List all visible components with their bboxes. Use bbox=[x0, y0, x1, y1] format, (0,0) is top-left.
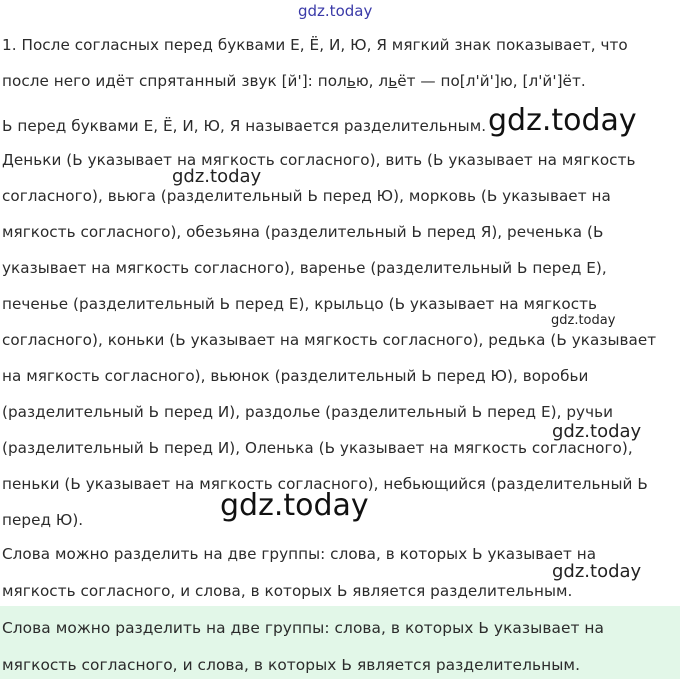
paragraph-2-line: на мягкость согласного), вьюнок (разделительный Ь перед Ю), воробьи bbox=[2, 367, 589, 385]
paragraph-1-line-2 bbox=[2, 72, 586, 90]
paragraph-1-line-3: Ь перед буквами Е, Ё, И, Ю, Я называется разделительным. bbox=[2, 117, 487, 135]
paragraph-3-line: мягкость согласного, и слова, в которых Ь является разделительным. bbox=[2, 582, 573, 600]
paragraph-2-line: Деньки (Ь указывает на мягкость согласного), вить (Ь указывает на мягкость bbox=[2, 151, 636, 169]
watermark-logo: gdz.today bbox=[552, 421, 642, 442]
watermark-logo: gdz.today bbox=[488, 103, 637, 138]
paragraph-2-line: (разделительный Ь перед И), раздолье (разделительный Ь перед Е), ручьи bbox=[2, 403, 614, 421]
paragraph-3-line: Слова можно разделить на две группы: слова, в которых Ь указывает на bbox=[2, 545, 597, 563]
paragraph-2-line: (разделительный Ь перед И), Оленька (Ь указывает на мягкость согласного), bbox=[2, 439, 633, 457]
watermark-logo: gdz.today bbox=[172, 166, 262, 187]
paragraph-2-line: согласного), вьюга (разделительный Ь перед Ю), морковь (Ь указывает на bbox=[2, 187, 611, 205]
text-segment: после него идёт спрятанный звук [й']: пол bbox=[2, 72, 347, 90]
underlined-soft-sign: ь bbox=[346, 72, 356, 90]
watermark-logo: gdz.today bbox=[552, 561, 642, 582]
answer-highlight-box bbox=[0, 606, 680, 679]
text-segment: ю, л bbox=[355, 72, 389, 90]
watermark-logo-top: gdz.today bbox=[298, 2, 373, 20]
paragraph-2-line: указывает на мягкость согласного), варенье (разделительный Ь перед Е), bbox=[2, 259, 607, 277]
underlined-soft-sign: ь bbox=[388, 72, 398, 90]
watermark-logo: gdz.today bbox=[220, 488, 369, 523]
paragraph-2-line: мягкость согласного), обезьяна (разделительный Ь перед Я), реченька (Ь bbox=[2, 223, 604, 241]
paragraph-2-line: пеньки (Ь указывает на мягкость согласного), небьющийся (разделительный Ь bbox=[2, 475, 648, 493]
paragraph-2-line: перед Ю). bbox=[2, 511, 84, 529]
watermark-logo: gdz.today bbox=[551, 313, 616, 328]
paragraph-2-line: печенье (разделительный Ь перед Е), крыльцо (Ь указывает на мягкость bbox=[2, 295, 598, 313]
paragraph-1-line-1: 1. После согласных перед буквами Е, Ё, И, Ю, Я мягкий знак показывает, что bbox=[2, 36, 628, 54]
paragraph-2-line: согласного), коньки (Ь указывает на мягкость согласного), редька (Ь указывает bbox=[2, 331, 657, 349]
text-segment: ёт — по[л'й']ю, [л'й']ёт. bbox=[397, 72, 586, 90]
answer-line: мягкость согласного, и слова, в которых Ь является разделительным. bbox=[2, 656, 581, 674]
answer-line: Слова можно разделить на две группы: слова, в которых Ь указывает на bbox=[2, 619, 605, 637]
